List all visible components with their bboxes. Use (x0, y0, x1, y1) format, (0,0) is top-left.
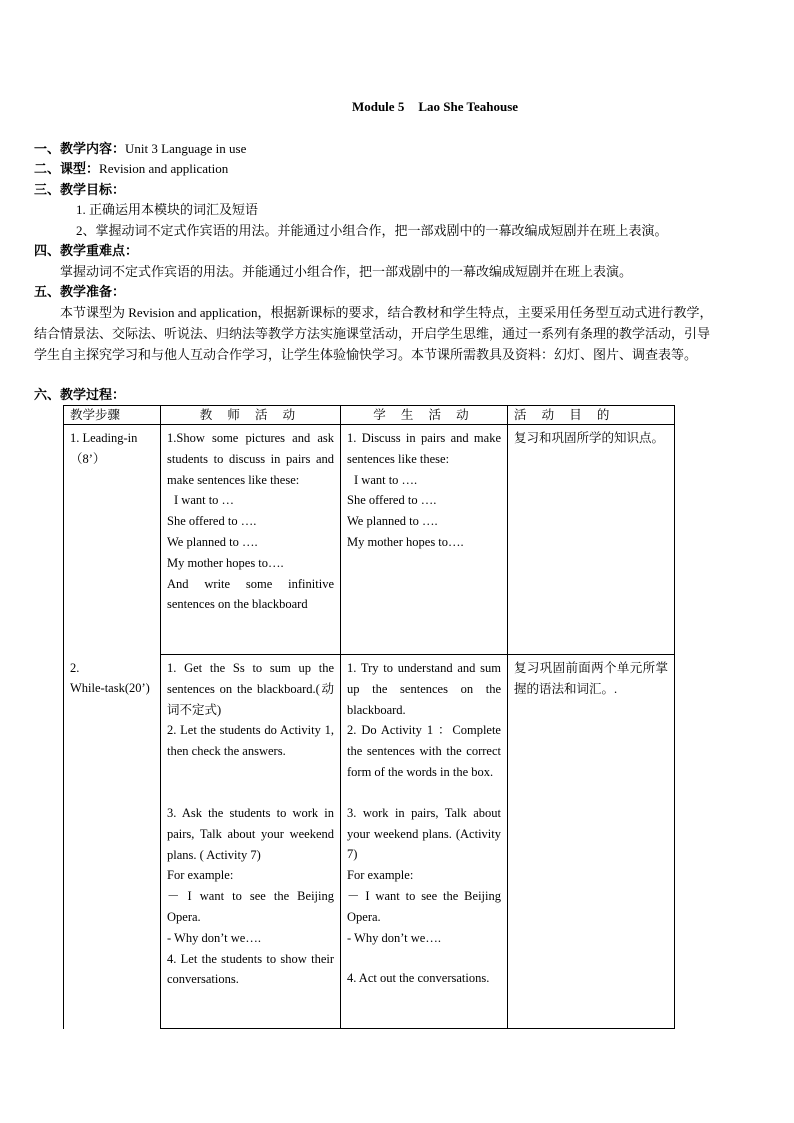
student-line: － I want to see the Beijing Opera. (347, 888, 501, 924)
header-step: 教学步骤 (64, 406, 161, 425)
section-key-points-num: 四、 (34, 244, 61, 259)
teacher-line: We planned to …. (167, 534, 258, 549)
page-title (0, 99, 794, 115)
student-line (347, 783, 501, 803)
section-preparation-label: 教学准备： (60, 285, 126, 300)
teacher-line: － I want to see the Beijing Opera. (167, 889, 334, 924)
section-content-label: 教学内容： (60, 142, 126, 157)
purpose-cell (508, 655, 675, 1029)
section-preparation-num: 五、 (34, 285, 61, 300)
section-lesson-type (34, 159, 228, 180)
student-line: She offered to …. (347, 493, 437, 508)
teacher-line: 1. Get the Ss to sum up the sentences on the blackboard.(动词不定式) (167, 661, 334, 717)
table-header-row (64, 406, 675, 425)
step-line: 2. (70, 660, 80, 675)
section-lesson-type-text: Revision and application (99, 161, 229, 176)
teacher-line: 3. Ask the students to work in pairs, Talk about your weekend plans. ( Activity 7) (167, 805, 334, 862)
step-line: 1. Leading-in (70, 431, 138, 445)
teacher-cell (161, 425, 341, 655)
section-key-points (34, 241, 138, 262)
section-content-text: Unit 3 Language in use (125, 141, 247, 156)
key-points-text: 掌握动词不定式作宾语的用法。并能通过小组合作，把一部戏剧中的一幕改编成短剧并在班上表演。 (60, 264, 633, 279)
module-number: Module 5 (351, 99, 405, 114)
teacher-line: And write some infinitive sentences on the blackboard (167, 576, 334, 612)
section-lesson-type-num: 二、 (34, 162, 61, 177)
header-student: 学 生 活 动 (341, 406, 508, 425)
step-cell (64, 655, 161, 1029)
purpose-text: 复习巩固前面两个单元所掌握的语法和词汇。. (514, 661, 668, 696)
purpose-text: 复习和巩固所学的知识点。 (514, 431, 665, 445)
student-line: - Why don’t we…. (347, 930, 441, 945)
student-line: We planned to …. (347, 514, 438, 529)
lesson-process-table (63, 405, 675, 1029)
table-row (64, 655, 675, 1029)
step-cell (64, 425, 161, 655)
student-line: 1. Discuss in pairs and make sentences like these: (347, 431, 501, 466)
teacher-line: She offered to …. (167, 514, 257, 529)
student-line: 2. Do Activity 1 ：Complete the sentences with the correct form of the words in the box. (347, 723, 501, 779)
table-row (64, 425, 675, 655)
section-lesson-type-label: 课型： (60, 162, 100, 177)
header-teacher: 教 师 活 动 (161, 406, 341, 425)
student-line: My mother hopes to…. (347, 534, 464, 549)
purpose-cell (508, 425, 675, 655)
teacher-line: 4. Let the students to show their conversations. (167, 951, 334, 987)
step-line: While-task(20’) (70, 681, 150, 696)
step-line: （8’） (70, 451, 106, 466)
section-objectives-num: 三、 (34, 183, 61, 198)
student-line: 1. Try to understand and sum up the sentences on the blackboard. (347, 661, 501, 717)
section-content-num: 一、 (34, 142, 61, 157)
section-objectives-label: 教学目标： (60, 183, 126, 198)
section-process-label: 教学过程： (60, 388, 126, 403)
teacher-line: - Why don’t we…. (167, 930, 261, 945)
section-content (34, 139, 246, 160)
teacher-line (167, 762, 334, 803)
teacher-line: My mother hopes to…. (167, 555, 284, 570)
section-process-num: 六、 (34, 388, 61, 403)
student-line: I want to …. (354, 472, 418, 487)
teacher-line: 2. Let the students do Activity 1, then check the answers. (167, 723, 334, 759)
objective-item: 2、掌握动词不定式作宾语的用法。并能通过小组合作，把一部戏剧中的一幕改编成短剧并在班上表演。 (76, 223, 668, 238)
section-preparation (34, 282, 125, 303)
teacher-line: For example: (167, 868, 234, 883)
teacher-line: 1.Show some pictures and ask students to discuss in pairs and make sentences like these: (167, 431, 334, 487)
header-purpose: 活 动 目 的 (508, 406, 675, 425)
section-process (34, 385, 125, 406)
module-name: Lao She Teahouse (418, 99, 519, 114)
student-cell (341, 655, 508, 1029)
student-cell (341, 425, 508, 655)
student-line (347, 948, 501, 968)
section-objectives (34, 180, 125, 201)
teacher-line: I want to … (174, 493, 235, 508)
preparation-paragraph (34, 302, 719, 365)
section-key-points-label: 教学重难点： (60, 244, 139, 259)
student-line: For example: (347, 868, 414, 883)
objective-item: 1. 正确运用本模块的词汇及短语 (76, 202, 259, 217)
student-line: 4. Act out the conversations. (347, 971, 490, 986)
student-line: 3. work in pairs, Talk about your weekend plans. (Activity 7) (347, 805, 501, 862)
preparation-text: 本节课型为 Revision and application，根据新课标的要求，结合教材和学生特点，主要采用任务型互动式进行教学，结合情景法、交际法、听说法、归纳法等教学方法实施课堂活动，开启学生思维，通过一系列有条理的教学活动，引导学生自主探究学习和与他人互动合作学习，让学生体验愉快学习。本节课所需教具及资料：幻灯、图片、调查表等。 (34, 305, 713, 362)
teacher-cell (161, 655, 341, 1029)
